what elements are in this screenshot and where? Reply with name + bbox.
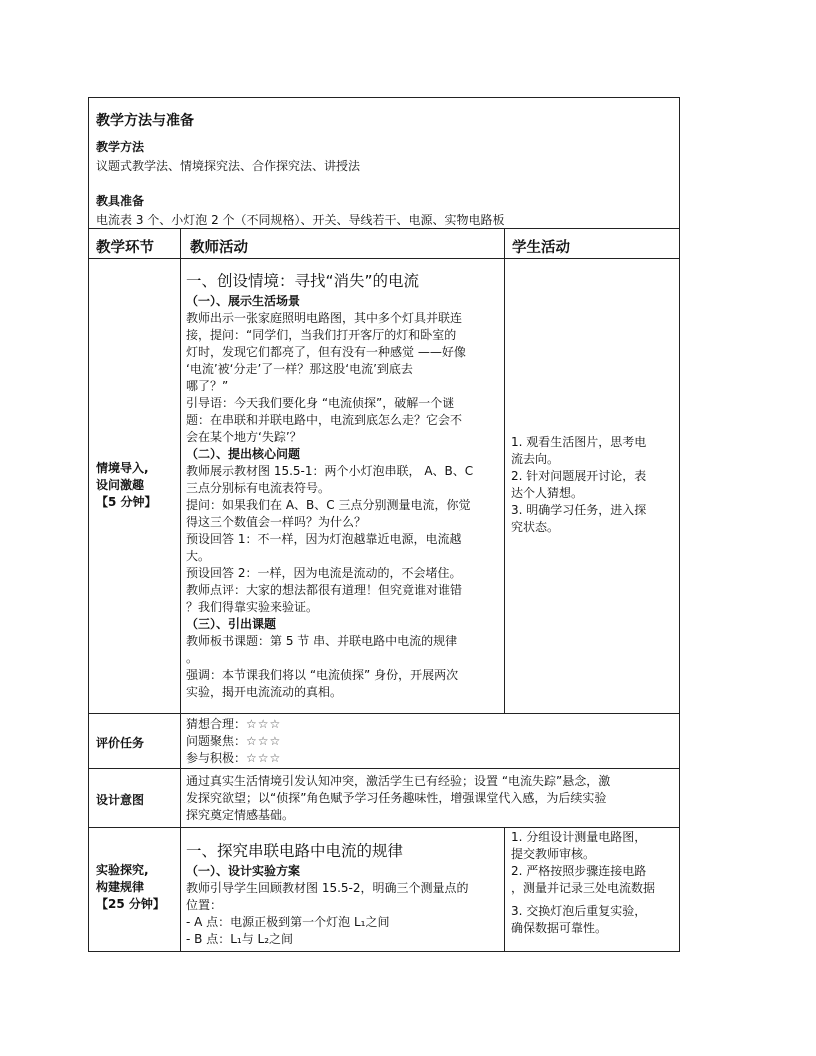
design-line: 探究奠定情感基础。 [186, 808, 295, 822]
student-line: 流去向。 [511, 452, 560, 466]
tools-label: 教具准备 [96, 194, 145, 208]
teacher-line: 接，提问：“同学们，当我们打开客厅的灯和卧室的 [186, 328, 457, 342]
prep-title: 教学方法与准备 [96, 113, 194, 129]
row2-teacher-title: 一、探究串联电路中电流的规律 [186, 842, 404, 860]
student-line: ，测量并记录三处电流数据 [511, 881, 656, 895]
star-rating-icon: ☆☆☆ [246, 751, 282, 765]
student-line: 3. 交换灯泡后重复实验， [511, 904, 647, 918]
teacher-line: 位置： [186, 898, 223, 912]
star-rating-icon: ☆☆☆ [246, 734, 282, 748]
student-line: 提交教师审核。 [511, 847, 596, 861]
design-label: 设计意图 [96, 793, 145, 807]
teacher-line: （三）、引出课题 [186, 617, 277, 631]
design-line: 通过真实生活情境引发认知冲突，激活学生已有经验；设置 “电流失踪”悬念，激 [186, 774, 611, 788]
table-left-border [88, 97, 89, 952]
col-divider-stage [180, 228, 181, 952]
eval-items [186, 716, 281, 767]
teacher-line: 提问：如果我们在 A、B、C 三点分别测量电流，你觉 [186, 498, 471, 512]
star-rating-icon: ☆☆☆ [246, 717, 282, 731]
student-line: 2. 针对问题展开讨论，表 [511, 469, 647, 483]
teacher-line: 预设回答 2：一样，因为电流是流动的，不会堵住。 [186, 566, 462, 580]
table-bottom-border [88, 951, 680, 952]
divider-eval-bottom [88, 768, 680, 769]
table-right-border [679, 97, 680, 952]
row1-stage-line: 【5 分钟】 [96, 495, 157, 509]
student-line: 1. 观看生活图片，思考电 [511, 435, 647, 449]
teacher-line: 三点分别标有电流表符号。 [186, 481, 331, 495]
teacher-line: 预设回答 1：不一样，因为灯泡越靠近电源，电流越 [186, 532, 462, 546]
teacher-line: 实验，揭开电流流动的真相。 [186, 685, 343, 699]
col-divider-student-a [504, 228, 505, 714]
row2-stage-line: 构建规律 [96, 880, 145, 894]
header-stage: 教学环节 [96, 240, 154, 256]
divider-design-bottom [88, 827, 680, 828]
teacher-line: 教师板书课题：第 5 节 串、并联电路中电流的规律 [186, 634, 458, 648]
teacher-line: 哪了？” [186, 379, 229, 393]
teacher-line: - B 点：L₁与 L₂之间 [186, 932, 293, 946]
teacher-line: ？我们得靠实验来验证。 [186, 600, 319, 614]
eval-item-name: 参与积极： [186, 751, 247, 765]
row2-teacher-cell [186, 841, 502, 948]
student-line: 1. 分组设计测量电路图， [511, 830, 647, 844]
row1-stage-line: 情境导入, [96, 461, 149, 475]
eval-cell [186, 716, 281, 767]
row2-stage-line: 实验探究, [96, 863, 149, 877]
method-text: 议题式教学法、情境探究法、合作探究法、讲授法 [96, 159, 361, 173]
teacher-line: （一）、展示生活场景 [186, 294, 301, 308]
row1-stage-line: 设问激趣 [96, 478, 145, 492]
student-line: 3. 明确学习任务，进入探 [511, 503, 647, 517]
teacher-line: - A 点：电源正极到第一个灯泡 L₁之间 [186, 915, 390, 929]
student-line: 达个人猜想。 [511, 486, 584, 500]
teacher-line: 教师展示教材图 15.5-1：两个小灯泡串联， A、B、C [186, 464, 474, 478]
teacher-line: 大。 [186, 549, 211, 563]
teacher-line: 教师引导学生回顾教材图 15.5-2，明确三个测量点的 [186, 881, 469, 895]
row1-stage-cell [96, 460, 157, 511]
eval-item-name: 问题聚焦： [186, 734, 247, 748]
teacher-line: 。 [186, 651, 199, 665]
teacher-line: 灯时，发现它们都亮了，但有没有一种感觉 ——好像 [186, 345, 466, 359]
row2-stage-line: 【25 分钟】 [96, 897, 165, 911]
row1-teacher-cell [186, 271, 502, 701]
student-line: 究状态。 [511, 520, 560, 534]
teacher-line: 教师点评：大家的想法都很有道理！但究竟谁对谁错 [186, 583, 463, 597]
teacher-line: （二）、提出核心问题 [186, 447, 301, 461]
row2-stage-cell [96, 862, 165, 913]
teacher-line: ‘电流’被‘分走’了一样？那这股‘电流’到底去 [186, 362, 413, 376]
divider-header-bottom [88, 258, 680, 259]
eval-label: 评价任务 [96, 736, 145, 750]
eval-item [186, 733, 281, 750]
eval-item [186, 716, 281, 733]
table-top-border [88, 97, 680, 98]
row2-teacher-lines [186, 863, 502, 948]
method-label: 教学方法 [96, 140, 145, 154]
row2-student-lines [511, 829, 655, 937]
row1-student-cell [511, 434, 646, 536]
header-student: 学生活动 [512, 240, 570, 256]
eval-item [186, 750, 281, 767]
row2-student-cell [511, 829, 655, 937]
student-line: 2. 严格按照步骤连接电路 [511, 864, 647, 878]
teacher-line: 得这三个数值会一样吗？为什么？ [186, 515, 367, 529]
header-teacher: 教师活动 [190, 240, 248, 256]
teacher-line: 引导语：今天我们要化身 “电流侦探”，破解一个谜 [186, 396, 455, 410]
design-line: 发探究欲望；以“侦探”角色赋予学习任务趣味性，增强课堂代入感，为后续实验 [186, 791, 607, 805]
prep-section [96, 110, 676, 229]
col-divider-student-b [504, 827, 505, 952]
teacher-line: 会在某个地方‘失踪’？ [186, 430, 302, 444]
divider-row1-bottom [88, 713, 680, 714]
tools-text: 电流表 3 个、小灯泡 2 个（不同规格）、开关、导线若干、电源、实物电路板 [96, 213, 505, 227]
row1-teacher-title: 一、创设情境：寻找“消失”的电流 [186, 272, 420, 290]
design-cell [186, 773, 610, 824]
teacher-line: 题：在串联和并联电路中，电流到底怎么走？它会不 [186, 413, 463, 427]
teacher-line: 强调：本节课我们将以 “电流侦探” 身份，开展两次 [186, 668, 459, 682]
row1-teacher-lines [186, 293, 502, 701]
teacher-line: 教师出示一张家庭照明电路图，其中多个灯具并联连 [186, 311, 463, 325]
eval-item-name: 猜想合理： [186, 717, 247, 731]
teacher-line: （一）、设计实验方案 [186, 864, 301, 878]
row1-student-lines [511, 434, 646, 536]
student-line: 确保数据可靠性。 [511, 921, 608, 935]
